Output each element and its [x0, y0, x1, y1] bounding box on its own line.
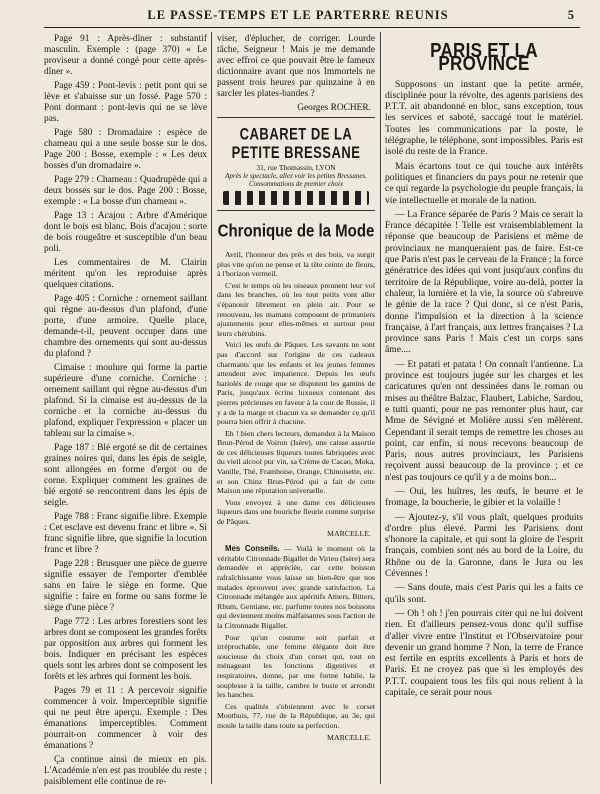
- paragraph: — Oui, les huîtres, les œufs, le beurre et le fromage, la boucherie, le gibier et la volaille !: [385, 485, 583, 509]
- middle-column: [217, 34, 375, 746]
- paragraph-text: — Voilà le moment où la véritable Citronnade Bigallet de Virieu (Isère) sera demandée et appréciée, car cette boisson rafraîchissante vous laisse un bien-être que nos malades éprouvent avec grande satisfaction. La Citronnade mélangée aux apéritifs Amers, Bitters, Rhum, Gentiane, etc. parfume toutes nos boissons qui deviennent moins malfaisantes sous l'action de la Citronnade Bigallet.: [217, 544, 375, 630]
- cabaret-title: CABARET DE LA PETITE BRESSANE: [231, 124, 361, 162]
- divider: [217, 210, 375, 211]
- paragraph: — Ajoutez-y, s'il vous plaît, quelques produits d'ordre plus élevé. Parmi les Parisiens dont s'honore la capitale, et qui sont la gloire de l'esprit français, combien sont nés au bord de la Loire, du Rhône ou de la Garonne, dans le Jura ou les Cévennes !: [385, 511, 583, 580]
- column-separator: [380, 32, 381, 784]
- paragraph: Vous envoyez à une dame ces délicieuses liqueurs dans une bouriche fleurie comme surprise de Pâques.: [217, 497, 375, 527]
- paragraph: — Sans doute, mais c'est Paris qui les a faits ce qu'ils sont.: [385, 582, 583, 605]
- paragraph: Pour qu'un costume soit parfait et irréprochable, une femme élégante doit être soucieuse du choix d'un corset qui, tout en ménageant les fonctions digestives et respiratoires, donne, par une forme habile, la souplesse à la taille, cambre le buste et arrondit les hanches.: [217, 632, 375, 700]
- paragraph: Page 13 : Acajou : Arbre d'Amérique dont le bois est blanc. Bois d'acajou : sorte de bois rougeâtre et susceptible d'un beau poli.: [44, 211, 207, 254]
- page-number: 5: [567, 8, 574, 22]
- signature: MARCELLE.: [327, 528, 371, 538]
- paragraph: C'est le temps où les oiseaux prennent leur vol dans les branches, où les tout petits vont aller s'épanouir librement en plein air. Pour se renouveau, les mamans composent de printaniers ajustements pour elles-mêmes et surtout pour leurs chérubins.: [217, 280, 375, 338]
- column-separator: [211, 32, 212, 784]
- paragraph: Voici les œufs de Pâques. Les savants ne sont pas d'accord sur l'origine de ces cadeaux charmants que les enfants et les jeunes femmes attendent avec impatience. Depuis les œufs bariolés de rouge que se disputent les gamins de Paris, jusqu'aux écrins luxueux contenant des pierres précieuses en faveur à la cour de Russie, il y a de la marge et chacun va se demander ce qu'il pourra bien offrir à chacune.: [217, 340, 375, 427]
- paragraph: Eh ! bien chers lecteurs, demandez à la Maison Brun-Pérod de Voiron (Isère), une caisse assortie de ces délicieuses liqueurs toutes fabriquées avec du vieil alcool pur vin, sa Crème de Cacao, Moka, Vanille, Thé, Framboise, Orange, Chinoisette, etc. et son Chinz Brun-Pérod qui a fait de cette Maison une réputation universelle.: [217, 428, 375, 496]
- article-title: PARIS ET LA PROVINCE: [430, 38, 538, 76]
- paragraph: Cimaise : moulure qui forme la partie supérieure d'une corniche. Corniche : ornement saillant qui règne au-dessus d'un plafond. Si la cimaise est au-dessus de la corniche et la corniche au-dessus du plafond, expliquer l'expression « placer un tableau sur la cimaise ».: [44, 363, 207, 439]
- paragraph: — Et patati et patata ! On connaît l'antienne. La province est toujours jugée sur les charges et les caricatures qu'en ont dessinées dans le roman ou mises au théâtre Balzac, Flaubert, Labiche, Sardou, e tutti quanti, pour ne pas remonter plus haut, car Mme de Sévigné et Molière aussi s'en mêlèrent. Cependant il serait temps de remettre les choses au point, car enfin, si nous recevons beaucoup de Paris, nous autres provinciaux, les Parisiens reçoivent aussi beaucoup de la province ; et ce n'est pas toujours ce qu'il y a de moins bon...: [385, 358, 583, 483]
- article-column: [385, 34, 583, 701]
- cabaret-tagline: Après le spectacle, allez voir les petites Bressanes.: [225, 172, 367, 180]
- cabaret-advertisement: [217, 121, 375, 207]
- paragraph: Page 187 : Blé ergoté se dit de certaines graines noires qui, dans les épis de seigle, sont allongées en forme d'ergot ou de corne. Expliquer comment les graines de blé ergoté se rencontrent dans les épis de seigle.: [44, 443, 207, 508]
- header-rule: [44, 27, 580, 28]
- paragraph: Page 405 : Corniche : ornement saillant qui règne au-dessus d'un plafond, d'une porte, d'une armoire. Quelle place, demande-t-il, peuvent occuper dans une chambre des ornements qui sont au-dessus du plafond ?: [44, 294, 207, 359]
- signature: Georges ROCHER.: [297, 103, 371, 113]
- paragraph: Page 459 : Pont-levis : petit pont qui se lève et s'abaisse sur un fossé. Page 570 : Pont dormant : pont-levis qui ne se lève pas.: [44, 81, 207, 124]
- dictionary-review-column: [44, 34, 207, 791]
- paragraph: Les commentaires de M. Clairin méritent qu'on les reproduise après quelques citations.: [44, 258, 207, 290]
- paragraph: Page 580 : Dromadaire : espèce de chameau qui a une seule bosse sur le dos. Page 200 : Bosse, exemple : « Les deux bosses d'un dromadaire ».: [44, 128, 207, 171]
- paragraph: Avril, l'honneur des prés et des bois, va surgir plus vite qu'on ne pense et la tête ceinte de fleurs, à l'horizon vermeil.: [217, 250, 375, 279]
- paragraph: Page 91 : Après-dîner : substantif masculin. Exemple : (page 370) « Le proviseur a donné congé pour cette après-dîner ».: [44, 34, 207, 77]
- paragraph: Ça continue ainsi de mieux en pis. L'Académie n'en est pas troublée du reste ; paisiblement elle continue de re-: [44, 755, 207, 787]
- paragraph: Page 772 : Les arbres forestiers sont les arbres dont se composent les grandes forêts par opposition aux arbres qui forment les bois. Indiquer en précisant les espèces quels sont les arbres dont se composent les forêts et les arbres qui forment les bois.: [44, 617, 207, 682]
- paragraph: Ces qualités s'obtiennent avec le corset Monthuis, 77, rue de la République, au 3e, qui moule la taille dans toute sa perfection.: [217, 701, 375, 730]
- cabaret-address: 31, rue Thomassin, LYON: [256, 163, 336, 172]
- divider: [217, 117, 375, 118]
- paragraph: Page 279 : Chameau : Quadrupède qui a deux bosses sur le dos. Page 200 : Bosse, exemple : « La bosse d'un chameau ».: [44, 175, 207, 207]
- paragraph: — La France séparée de Paris ? Mais ce serait la France décapitée ! Telle est vraisemblablement la réponse que beaucoup de Parisiens et même de provinciaux ne manqueraient pas de faire. Est-ce que Paris n'est pas le cerveau de la France ; la force génératrice des idées qui vont jusqu'aux confins du territoire de la République, voire au-delà, porter la chaleur, la lumière et la vie, la source où s'abreuve le génie de la race ? Qui donc, si ce n'est Paris, donne l'impulsion et la direction à la science française, à l'art français, aux lettres françaises ? La province sans Paris ! Mais c'est un corps sans âme....: [385, 208, 583, 356]
- paragraph: Supposons un instant que la petite armée, disciplinée pour la révolte, des agents parisiens des P.T.T. ait abandonné en bloc, sans exception, tous les services et saboté, saccagé tout le matériel. Toutes les communications par la poste, le télégraphe, le téléphone, sont impossibles. Paris est isolé du reste de la France.: [385, 78, 583, 158]
- signature: MARCELLE.: [327, 732, 371, 742]
- section-title: Chronique de la Mode: [217, 221, 375, 242]
- paragraph: [217, 544, 375, 630]
- cabaret-tagline: Consommations de premier choix: [248, 180, 344, 188]
- ornament-border: [223, 191, 369, 205]
- paragraph: — Oh ! oh ! j'en pourrais citer qui ne lui doivent rien. Et d'ailleurs pensez-vous donc qu'il suffise d'aller vivre entre l'Institut et l'Observatoire pour devenir un grand homme ? Non, la terre de France est fertile en esprits excellents à Paris et hors de Paris. Et ne croyez pas que si les employés des P.T.T. coupaient tous les fils qui nous relient à la capitale, ce serait pour nous: [385, 607, 583, 699]
- conseils-heading: Mes Conseils.: [225, 544, 280, 554]
- paragraph: Page 228 : Brusquer une pièce de guerre signifie essayer de l'emporter d'emblée sans en faire le siège en forme. Que signifie : faire en forme ou sans forme le siège d'une pièce ?: [44, 559, 207, 613]
- paragraph: Page 788 : Franc signifie libre. Exemple : Cet esclave est devenu franc et libre ». Si franc signifie libre, que signifie la locution franc et libre ?: [44, 512, 207, 555]
- paragraph: Pages 79 et 11 : A percevoir signifie commencer à voir. Imperceptible signifie qui ne peut être aperçu. Exemple : Des émanations imperceptibles. Comment pourrait-on commencer à voir des émanations ?: [44, 686, 207, 751]
- paragraph: Mais écartons tout ce qui touche aux intérêts politiques et financiers du pays pour ne retenir que ce qui regarde la psychologie du peuple français, la vie intellectuelle et morale de la nation.: [385, 160, 583, 206]
- running-header: LE PASSE-TEMPS ET LE PARTERRE REUNIS: [147, 8, 449, 22]
- paragraph: viser, d'éplucher, de corriger. Lourde tâche, Seigneur ! Mais je me demande avec effroi ce que pouvait être le fameux dictionnaire avant que nos Immortels ne passent trois heures par quinzaine à en sarcler les plates-bandes ?: [217, 34, 375, 99]
